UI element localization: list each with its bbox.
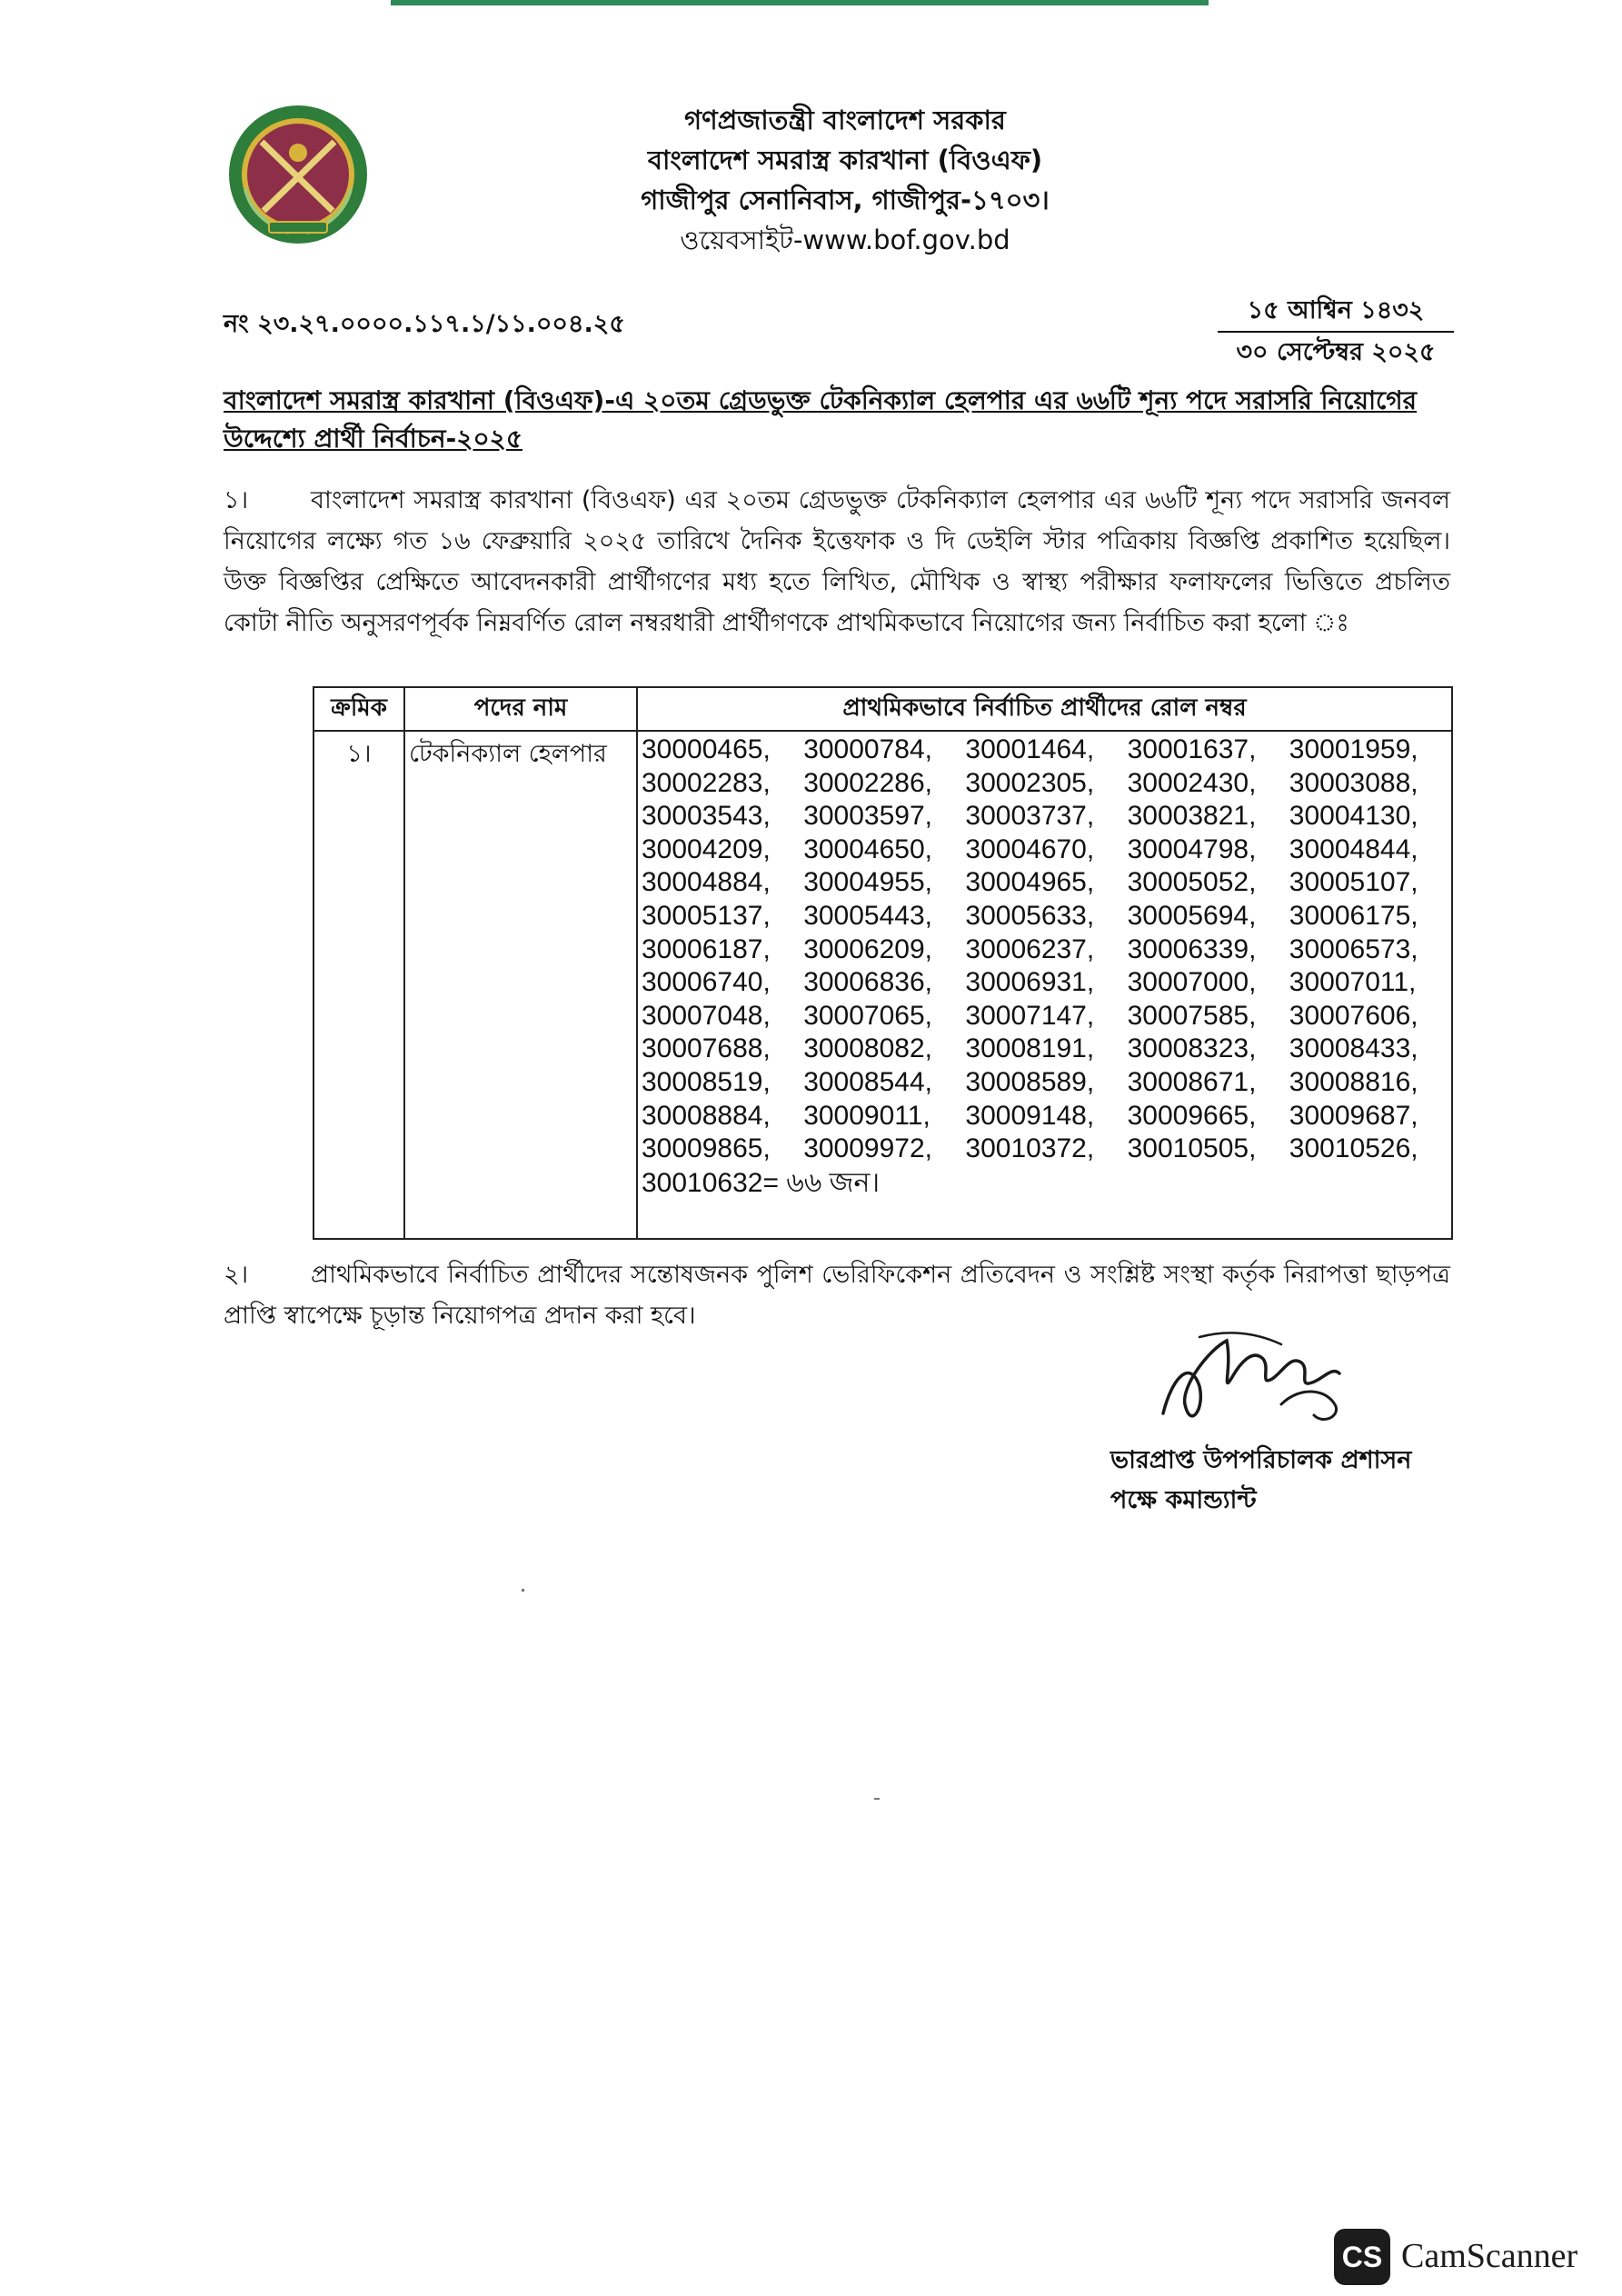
header-post-name: পদের নাম (404, 687, 637, 731)
camscanner-watermark: CamScanner (1401, 2237, 1578, 2275)
roll-number: 30004798, (1127, 834, 1257, 864)
scan-speck (874, 1798, 880, 1800)
roll-number: 30006339, (1127, 933, 1257, 964)
roll-number: 30003737, (965, 801, 1095, 832)
roll-number: 30010372, (965, 1133, 1095, 1164)
roll-number-total: 30010632= ৬৬ জন। (642, 1167, 881, 1198)
roll-number: 30007011, (1289, 967, 1417, 998)
roll-number: 30007000, (1127, 967, 1257, 998)
roll-number: 30007048, (642, 1000, 771, 1031)
scan-speck (522, 1589, 524, 1592)
roll-number: 30008589, (965, 1066, 1095, 1097)
subject-heading: বাংলাদেশ সমরাস্ত্র কারখানা (বিওএফ)-এ ২০তম গ্রেডভুক্ত টেকনিক্যাল হেলপার এর ৬৬টি শূন্য পদে সরাসরি নিয়োগের উদ্দেশ্যে প্রার্থী নির্বাচন-২০২৫ (224, 385, 1418, 454)
roll-number: 30003088, (1289, 767, 1418, 798)
roll-number: 30010505, (1127, 1133, 1257, 1164)
paragraph-1 (224, 480, 1450, 644)
roll-number: 30006931, (965, 967, 1095, 998)
bof-emblem-logo (225, 102, 371, 247)
roll-number: 30010526, (1289, 1133, 1418, 1164)
roll-number: 30005694, (1127, 900, 1257, 931)
letterhead (509, 100, 1181, 260)
paragraph-2-text: প্রাথমিকভাবে নির্বাচিত প্রার্থীদের সন্তোষজনক পুলিশ ভেরিফিকেশন প্রতিবেদন ও সংশ্লিষ্ট সংস্থা কর্তৃক নিরাপত্তা ছাড়পত্র প্রাপ্তি স্বাপেক্ষে চূড়ান্ত নিয়োগপত্র প্রদান করা হবে। (224, 1261, 1450, 1330)
roll-number: 30009011, (803, 1100, 930, 1131)
roll-number: 30006740, (642, 967, 771, 998)
roll-number: 30006175, (1289, 900, 1418, 931)
roll-number: 30000465, (642, 734, 771, 764)
roll-number: 30009865, (642, 1133, 771, 1164)
roll-number: 30009687, (1289, 1100, 1418, 1131)
roll-number: 30008884, (642, 1100, 771, 1131)
roll-number: 30003821, (1127, 801, 1257, 832)
roll-number: 30008191, (965, 1033, 1095, 1064)
roll-number: 30007065, (803, 1000, 932, 1031)
handwritten-signature (1145, 1323, 1363, 1441)
roll-number: 30008544, (803, 1066, 932, 1097)
paragraph-1-text: বাংলাদেশ সমরাস্ত্র কারখানা (বিওএফ) এর ২০তম গ্রেডভুক্ত টেকনিক্যাল হেলপার এর ৬৬টি শূন্য পদে সরাসরি জনবল নিয়োগের লক্ষ্যে গত ১৬ ফেব্রুয়ারি ২০২৫ তারিখে দৈনিক ইত্তেফাক ও দি ডেইলি স্টার পত্রিকায় বিজ্ঞপ্তি প্রকাশিত হয়েছিল। উক্ত বিজ্ঞপ্তির প্রেক্ষিতে আবেদনকারী প্রার্থীগণের মধ্য হতে লিখিত, মৌখিক ও স্বাস্থ্য পরীক্ষার ফলাফলের ভিত্তিতে প্রচলিত কোটা নীতি অনুসরণপূর্বক নিম্নবর্ণিত রোল নম্বরধারী প্রার্থীগণকে প্রাথমিকভাবে নিয়োগের জন্য নির্বাচিত করা হলো ঃ (224, 486, 1450, 637)
roll-number: 30002283, (642, 767, 771, 798)
roll-number: 30008433, (1289, 1033, 1418, 1064)
roll-number: 30004670, (965, 834, 1095, 864)
roll-number: 30001637, (1127, 734, 1257, 764)
roll-number: 30004130, (1289, 801, 1418, 832)
org-name: বাংলাদেশ সমরাস্ত্র কারখানা (বিওএফ) (647, 145, 1043, 175)
roll-number: 30009972, (803, 1133, 932, 1164)
bangla-date: ১৫ আশ্বিন ১৪৩২ (1218, 291, 1454, 333)
roll-number: 30003543, (642, 801, 771, 832)
org-website: ওয়েবসাইট-www.bof.gov.bd (680, 225, 1010, 255)
govt-name: গণপ্রজাতন্ত্রী বাংলাদেশ সরকার (684, 105, 1006, 135)
roll-number: 30007688, (642, 1033, 771, 1064)
roll-number: 30006237, (965, 933, 1095, 964)
signatory-block (1110, 1441, 1411, 1521)
roll-number: 30002286, (803, 767, 932, 798)
cell-serial: ১। (313, 731, 404, 1239)
roll-number: 30007606, (1289, 1000, 1418, 1031)
roll-number: 30002430, (1127, 767, 1257, 798)
roll-number: 30001464, (965, 734, 1095, 764)
roll-number: 30009665, (1127, 1100, 1257, 1131)
roll-number: 30007147, (965, 1000, 1095, 1031)
roll-number-list (642, 734, 1451, 1166)
roll-number: 30001959, (1289, 734, 1418, 764)
roll-number: 30004209, (642, 834, 771, 864)
header-serial: ক্রমিক (313, 687, 404, 731)
selected-candidates-table (313, 686, 1453, 1240)
roll-number: 30006836, (803, 967, 932, 998)
roll-number: 30008323, (1127, 1033, 1257, 1064)
roll-number: 30006187, (642, 933, 771, 964)
org-address: গাজীপুর সেনানিবাস, গাজীপুর-১৭০৩। (641, 185, 1050, 215)
issue-date (1218, 291, 1454, 373)
cell-roll-numbers (637, 731, 1452, 1239)
roll-number: 30007585, (1127, 1000, 1257, 1031)
roll-number: 30004650, (803, 834, 932, 864)
header-roll-numbers: প্রাথমিকভাবে নির্বাচিত প্রার্থীদের রোল নম্বর (637, 687, 1452, 731)
signatory-designation: ভারপ্রাপ্ত উপপরিচালক প্রশাসন (1110, 1446, 1412, 1474)
roll-number: 30005052, (1127, 867, 1257, 898)
english-date: ৩০ সেপ্টেম্বর ২০২৫ (1236, 338, 1436, 366)
roll-number: 30004844, (1289, 834, 1418, 864)
roll-number: 30000784, (803, 734, 932, 764)
roll-number: 30005443, (803, 900, 932, 931)
roll-number: 30006573, (1289, 933, 1418, 964)
roll-number: 30005137, (642, 900, 771, 931)
memo-number: নং ২৩.২৭.০০০০.১১৭.১/১১.০০৪.২৫ (224, 310, 625, 338)
roll-number: 30002305, (965, 767, 1095, 798)
roll-number: 30004965, (965, 867, 1095, 898)
roll-number: 30008671, (1127, 1066, 1257, 1097)
roll-number: 30008816, (1289, 1066, 1418, 1097)
roll-number: 30004955, (803, 867, 932, 898)
table-row (313, 731, 1452, 1239)
roll-number: 30005633, (965, 900, 1095, 931)
roll-number: 30009148, (965, 1100, 1095, 1131)
signatory-on-behalf: পক্ষে কমান্ড্যান্ট (1110, 1486, 1257, 1514)
camscanner-logo-icon: CS (1334, 2229, 1390, 2285)
roll-number: 30004884, (642, 867, 771, 898)
paragraph-2-number: ২। (224, 1261, 249, 1289)
roll-number: 30008082, (803, 1033, 932, 1064)
cell-post-name: টেকনিক্যাল হেলপার (404, 731, 637, 1239)
paragraph-1-number: ১। (224, 486, 249, 514)
roll-number: 30003597, (803, 801, 932, 832)
roll-number: 30008519, (642, 1066, 771, 1097)
roll-number: 30005107, (1289, 867, 1418, 898)
top-green-strip (391, 0, 1209, 5)
roll-number: 30006209, (803, 933, 932, 964)
